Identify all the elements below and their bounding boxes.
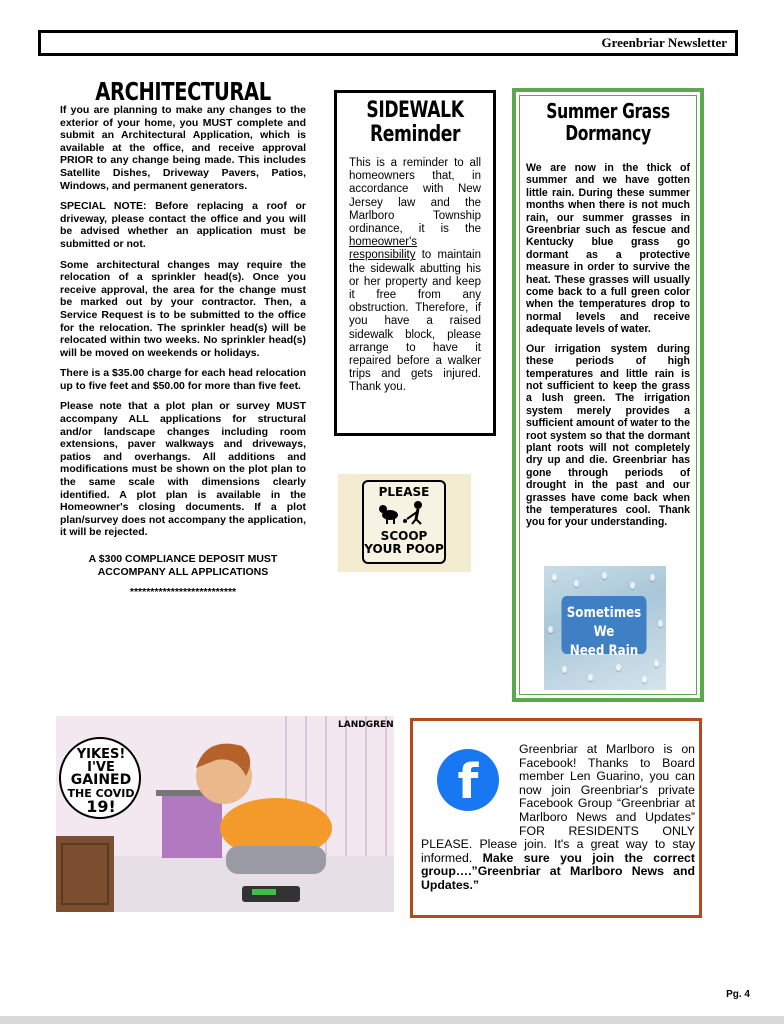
- architectural-section: [60, 77, 306, 607]
- grass-paragraph: We are now in the thick of summer and we have gotten little rain. During these summer months when there is not much rain, our summer grasses in Greenbriar such as fescue and Kentucky blue grass go dormant as a protective measure in order to survive the heat. These grasses will usually come back to a full green color when the temperatures drop to normal levels and receive adequate levels of water.: [526, 162, 690, 336]
- architectural-paragraph: SPECIAL NOTE: Before replacing a roof or driveway, please contact the office and you will be advised whether an application must be submitted or not.: [60, 200, 306, 250]
- newsletter-header: [38, 30, 738, 56]
- sidewalk-title-line1: SIDEWALK: [366, 98, 464, 123]
- architectural-paragraph: Some architectural changes may require the relocation of a sprinkler head(s). Once you receive approval, the area for the change must be marked out by your contractor. Then, a Service Request is to be submitted to the office for the relocation. The sprinkler head(s) will be relocated within two weeks. No sprinkler head(s) will be moved on weekends or holidays.: [60, 258, 306, 359]
- deposit-notice: A $300 COMPLIANCE DEPOSIT MUST ACCOMPANY ALL APPLICATIONS: [88, 553, 278, 578]
- covid-cartoon-image: [56, 716, 394, 912]
- bubble-line5: 19!: [86, 797, 116, 816]
- bubble-line1: YIKES!: [76, 747, 126, 762]
- sidewalk-text-underlined: homeowner's responsibility: [349, 236, 418, 262]
- facebook-icon: f: [437, 749, 499, 811]
- sign-line-your-poop: YOUR POOP: [364, 542, 444, 556]
- sidewalk-reminder-box: [334, 90, 496, 436]
- facebook-text-bold: Make sure you join the correct group….”Greenbriar at Marlboro News and Updates.”: [421, 850, 695, 892]
- grass-title-line2: Dormancy: [565, 121, 651, 145]
- architectural-paragraph: Please note that a plot plan or survey MUST accompany ALL applications for structural and/or landscape changes including room extensions, paver walkways and driveways, patios and overhangs. All additions and modifications must be shown on the plot plan to the same scale with dimensions clearly identified. A plot plan is available in the Homeowner's closing documents. If a plot plan/survey does not accompany the application, it will be rejected.: [60, 400, 306, 539]
- bubble-line3: GAINED: [70, 772, 132, 788]
- grass-title: [516, 100, 700, 144]
- facebook-group-box: [410, 718, 702, 918]
- dog-walker-icon: [374, 499, 434, 525]
- sign-line-please: PLEASE: [378, 485, 430, 499]
- facebook-icon-spacer: [421, 743, 519, 825]
- grass-title-line1: Summer Grass: [546, 99, 670, 123]
- cartoon-speech-bubble: [64, 747, 138, 816]
- star-divider: **************************: [129, 586, 237, 599]
- need-rain-label: [562, 596, 647, 659]
- architectural-paragraph: If you are planning to make any changes to the exterior of your home, you MUST complete and submit an Architectural Application, which is available at the office, and receive approval PRIOR to any change being made. This includes Satellite Dishes, Driveway Pavers, Patios, Windows, and permanent generators.: [60, 104, 306, 192]
- architectural-title: ARCHITECTURAL: [95, 77, 271, 106]
- scoop-poop-image: [338, 474, 471, 572]
- bubble-line2: I'VE: [87, 760, 115, 775]
- rain-label-line2: Need Rain: [569, 643, 639, 659]
- newsletter-title: Greenbriar Newsletter: [601, 35, 727, 50]
- facebook-text: [421, 743, 695, 893]
- page-number: Pg. 4: [726, 989, 750, 1000]
- facebook-text-plain: Greenbriar at Marlboro is on Facebook! Thanks to Board member Len Guarino, you can now join Greenbriar's private Facebook Group “Greenbriar at Marlboro News and Updates” FOR RESIDENTS ONLY PLEASE. Please join. It's a great way to stay informed.: [421, 742, 695, 865]
- sidewalk-text-start: This is a reminder to all homeowners that, in accordance with New Jersey law and the Marlboro Township ordinance, it is the: [349, 157, 481, 236]
- sidewalk-title: [337, 99, 493, 147]
- cartoon-signature: LANDGREN: [338, 720, 394, 730]
- scoop-poop-sign: [362, 480, 446, 564]
- sign-line-scoop: SCOOP: [380, 529, 428, 543]
- architectural-paragraph: There is a $35.00 charge for each head relocation up to five feet and $50.00 for more than five feet.: [60, 367, 306, 392]
- rain-label-line1: Sometimes We: [566, 605, 642, 640]
- grass-paragraph: Our irrigation system during these periods of high temperatures and little rain is not sufficient to keep the grass a lush green. The irrigation system merely provides a sufficient amount of water to the root system so that the dormant plant roots will not completely dry up and die. Greenbriar has gone through periods of drought in the past and our grasses have come back when the temperatures cool. Thank you for your understanding.: [526, 342, 690, 529]
- sidewalk-text: [349, 157, 481, 395]
- sidewalk-title-line2: Reminder: [369, 122, 461, 147]
- sidewalk-text-end: to maintain the sidewalk abutting his or her property and keep it free from any obstruction. Therefore, if you have a raised sidewalk block, please arrange to have it repaired before a walker trips and gets injured. Thank you.: [349, 249, 481, 394]
- need-rain-image: [544, 566, 666, 690]
- bubble-line4: THE COVID: [67, 787, 135, 800]
- bottom-divider: [0, 1016, 784, 1024]
